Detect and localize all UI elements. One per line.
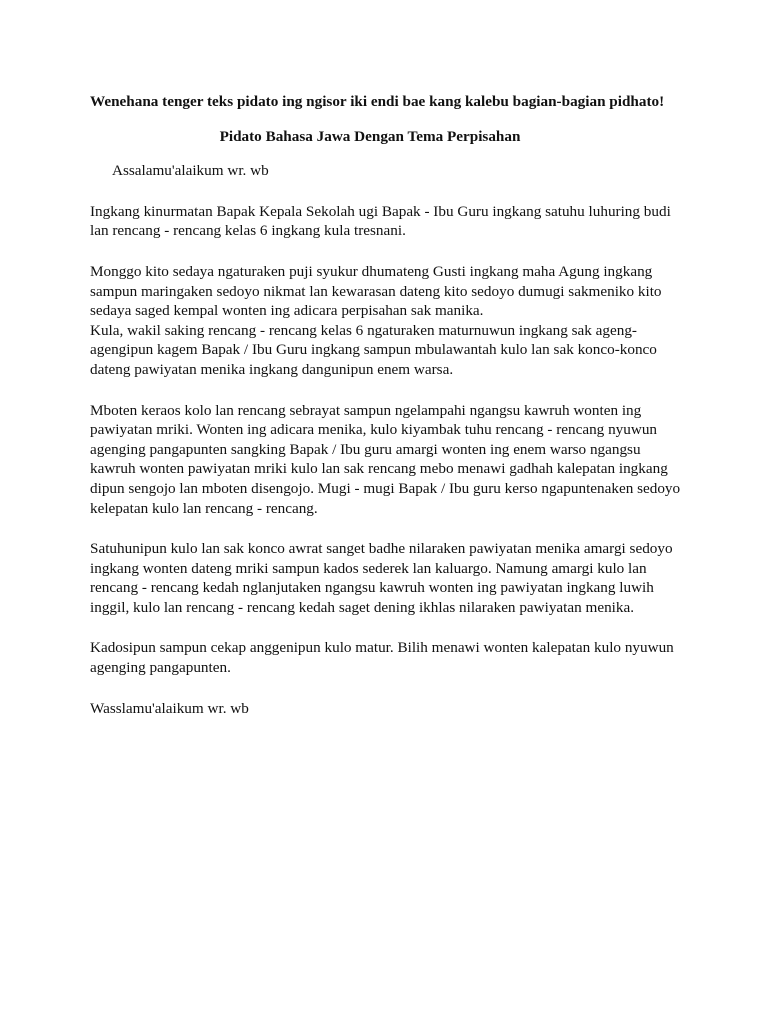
paragraph-line: dipun sengojo lan mboten disengojo. Mugi - mugi Bapak / Ibu guru kerso ngapuntenaken sedoyo bbox=[90, 479, 681, 497]
paragraph-line: sedaya saged kempal wonten ing adicara perpisahan sak manika. bbox=[90, 302, 484, 320]
opening-greeting: Assalamu'alaikum wr. wb bbox=[112, 162, 269, 180]
paragraph-line: Kula, wakil saking rencang - rencang kelas 6 ngaturaken maturnuwun ingkang sak ageng- bbox=[90, 321, 637, 339]
paragraph-thanks bbox=[90, 321, 690, 380]
document-body bbox=[90, 92, 690, 718]
paragraph-line: dateng pawiyatan menika ingkang dangunipun enem warsa. bbox=[90, 360, 454, 378]
instruction-text: Wenehana tenger teks pidato ing ngisor iki endi bae kang kalebu bagian-bagian pidhato! bbox=[90, 93, 665, 110]
paragraph-gratitude bbox=[90, 262, 690, 321]
paragraph-line: Ingkang kinurmatan Bapak Kepala Sekolah ugi Bapak - Ibu Guru ingkang satuhu luhuring budi bbox=[90, 202, 671, 220]
paragraph-line: rencang - rencang kedah nglanjutaken ngangsu kawruh wonten ing pawiyatan ingkang luwih bbox=[90, 579, 654, 597]
paragraph-line: kelepatan kulo lan rencang - rencang. bbox=[90, 499, 318, 517]
paragraph-line: ingkang wonten dateng mriki sampun kados sederek lan kaluargo. Namung amargi kulo lan bbox=[90, 559, 647, 577]
paragraph-line: Monggo kito sedaya ngaturaken puji syukur dhumateng Gusti ingkang maha Agung ingkang bbox=[90, 262, 653, 280]
paragraph-farewell bbox=[90, 539, 690, 617]
paragraph-line: Kadosipun sampun cekap anggenipun kulo matur. Bilih menawi wonten kalepatan kulo nyuwun bbox=[90, 639, 674, 657]
paragraph-apology bbox=[90, 401, 690, 519]
paragraph-line: agenging pangapunten. bbox=[90, 659, 231, 677]
paragraph-line: Satuhunipun kulo lan sak konco awrat sanget badhe nilaraken pawiyatan menika amargi sedoyo bbox=[90, 540, 673, 558]
closing-greeting: Wasslamu'alaikum wr. wb bbox=[90, 699, 249, 717]
paragraph-line: lan rencang - rencang kelas 6 ingkang kula tresnani. bbox=[90, 222, 406, 240]
paragraph-line: pawiyatan mriki. Wonten ing adicara menika, kulo kiyambak tuhu rencang - rencang nyuwun bbox=[90, 421, 658, 439]
paragraph-line: sampun maringaken sedoyo nikmat lan kewarasan dateng kito sedoyo dumugi sakmeniko kito bbox=[90, 282, 662, 300]
paragraph-salutation bbox=[90, 202, 690, 241]
paragraph-conclusion bbox=[90, 638, 690, 677]
paragraph-line: agengipun kagem Bapak / Ibu Guru ingkang sampun mbulawantah kulo lan sak konco-konco bbox=[90, 341, 657, 359]
speech-title: Pidato Bahasa Jawa Dengan Tema Perpisahan bbox=[219, 127, 521, 145]
paragraph-line: inggil, kulo lan rencang - rencang kedah saget dening ikhlas nilaraken pawiyatan menika. bbox=[90, 598, 635, 616]
paragraph-line: agenging pangapunten sangking Bapak / Ibu guru amargi wonten ing enem warso ngangsu bbox=[90, 440, 641, 458]
paragraph-line: kawruh wonten pawiyatan mriki kulo lan sak rencang mebo menawi gadhah kalepatan ingkang bbox=[90, 460, 668, 478]
paragraph-line: Mboten keraos kolo lan rencang sebrayat sampun ngelampahi ngangsu kawruh wonten ing bbox=[90, 401, 642, 419]
